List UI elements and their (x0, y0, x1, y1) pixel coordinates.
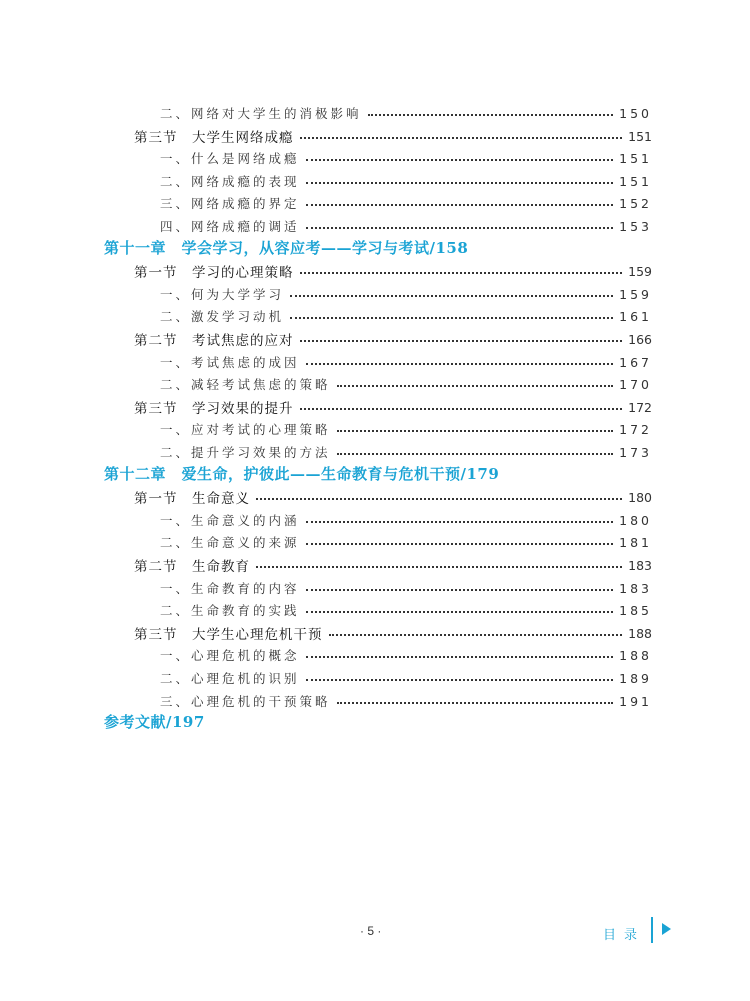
toc-page-number: 189 (619, 670, 652, 686)
toc-entry-title: 一、什么是网络成瘾 (160, 151, 300, 166)
toc-page-number: 159 (619, 286, 652, 302)
dot-leader (300, 340, 623, 342)
toc-subsection-row[interactable] (160, 352, 652, 372)
dot-leader (337, 702, 614, 704)
toc-subsection-row[interactable] (160, 600, 652, 620)
toc-chapter-heading[interactable]: 第十二章 爱生命，护彼此——生命教育与危机干预/179 (104, 465, 500, 483)
toc-page-number: 172 (628, 399, 652, 415)
section-label: 目录 (603, 928, 646, 943)
toc-subsection-row[interactable] (160, 171, 652, 191)
toc-page-number: 151 (628, 128, 652, 144)
toc-page-number: 161 (619, 308, 652, 324)
dot-leader (300, 137, 623, 139)
toc-page-number: 191 (619, 693, 652, 709)
dot-leader (306, 589, 614, 591)
toc-page-number: 183 (619, 580, 652, 596)
toc-entry-title: 二、提升学习效果的方法 (160, 445, 331, 460)
toc-page-number: 167 (619, 354, 652, 370)
toc-entry-title: 二、激发学习动机 (160, 309, 285, 324)
dot-leader (337, 385, 614, 387)
toc-entry-title: 二、心理危机的识别 (160, 671, 300, 686)
toc-page-number: 153 (619, 218, 652, 234)
toc-page-number: 152 (619, 195, 652, 211)
toc-subsection-row[interactable] (160, 510, 652, 530)
toc-subsection-row[interactable] (160, 578, 652, 598)
toc-subsection-row[interactable] (160, 442, 652, 462)
toc-entry-title: 第三节 大学生心理危机干预 (134, 627, 323, 643)
toc-section-row[interactable] (134, 555, 652, 575)
toc-subsection-row[interactable] (160, 148, 652, 168)
toc-entry-title: 三、网络成瘾的界定 (160, 196, 300, 211)
toc-subsection-row[interactable] (160, 374, 652, 394)
toc-subsection-row[interactable] (160, 193, 652, 213)
toc-entry-title: 四、网络成瘾的调适 (160, 219, 300, 234)
toc-subsection-row[interactable] (160, 691, 652, 711)
dot-leader (306, 204, 614, 206)
toc-page-number: 170 (619, 376, 652, 392)
toc-entry-title: 一、何为大学学习 (160, 287, 285, 302)
toc-entry-title: 二、生命教育的实践 (160, 603, 300, 618)
toc-chapter-heading[interactable]: 第十一章 学会学习，从容应考——学习与考试/158 (104, 239, 469, 257)
toc-page-number: 173 (619, 444, 652, 460)
toc-section-row[interactable] (134, 487, 652, 507)
toc-page-number: 159 (628, 263, 652, 279)
dot-leader (306, 227, 614, 229)
dot-leader (256, 498, 622, 500)
toc-page-number: 151 (619, 173, 652, 189)
toc-entry-title: 一、考试焦虑的成因 (160, 355, 300, 370)
toc-entry-title: 一、应对考试的心理策略 (160, 422, 331, 437)
toc-subsection-row[interactable] (160, 284, 652, 304)
toc-entry-title: 一、心理危机的概念 (160, 648, 300, 663)
toc-section-row[interactable] (134, 126, 652, 146)
toc-page-number: 185 (619, 602, 652, 618)
toc-section-row[interactable] (134, 397, 652, 417)
toc-entry-title: 二、网络成瘾的表现 (160, 174, 300, 189)
toc-section-row[interactable] (134, 261, 652, 281)
toc-subsection-row[interactable] (160, 645, 652, 665)
dot-leader (329, 634, 623, 636)
toc-subsection-row[interactable] (160, 103, 652, 123)
toc-subsection-row[interactable] (160, 216, 652, 236)
toc-entry-title: 第二节 考试焦虑的应对 (134, 333, 294, 349)
toc-entry-title: 第一节 学习的心理策略 (134, 265, 294, 281)
dot-leader (306, 182, 614, 184)
toc-entry-title: 二、生命意义的来源 (160, 535, 300, 550)
toc-subsection-row[interactable] (160, 668, 652, 688)
toc-subsection-row[interactable] (160, 306, 652, 326)
dot-leader (306, 656, 614, 658)
toc-page-number: 151 (619, 150, 652, 166)
toc-entry-title: 二、减轻考试焦虑的策略 (160, 377, 331, 392)
dot-leader (306, 543, 614, 545)
toc-page-number: 180 (628, 489, 652, 505)
dot-leader (306, 521, 614, 523)
toc-page-number: 181 (619, 534, 652, 550)
toc-page-number: 180 (619, 512, 652, 528)
toc-entry-title: 一、生命教育的内容 (160, 581, 300, 596)
toc-entry-title: 第二节 生命教育 (134, 559, 250, 575)
toc-section-row[interactable] (134, 623, 652, 643)
toc-page-number: 150 (619, 105, 652, 121)
dot-leader (306, 363, 614, 365)
toc-subsection-row[interactable] (160, 419, 652, 439)
dot-leader (290, 295, 613, 297)
toc-page-number: 183 (628, 557, 652, 573)
dot-leader (290, 317, 613, 319)
footer-divider (651, 917, 653, 943)
dot-leader (300, 408, 623, 410)
dot-leader (256, 566, 622, 568)
dot-leader (306, 679, 614, 681)
toc-page-number: 188 (628, 625, 652, 641)
toc-entry-title: 第一节 生命意义 (134, 491, 250, 507)
toc-section-row[interactable] (134, 329, 652, 349)
toc-entry-title: 第三节 学习效果的提升 (134, 401, 294, 417)
toc-page-number: 188 (619, 647, 652, 663)
toc-page-number: 166 (628, 331, 652, 347)
triangle-arrow-icon (662, 923, 671, 935)
toc-entry-title: 一、生命意义的内涵 (160, 513, 300, 528)
toc-entry-title: 二、网络对大学生的消极影响 (160, 106, 362, 121)
toc-entry-title: 三、心理危机的干预策略 (160, 694, 331, 709)
dot-leader (368, 114, 614, 116)
toc-chapter-heading[interactable]: 参考文献/197 (104, 713, 205, 731)
dot-leader (306, 159, 614, 161)
dot-leader (337, 453, 614, 455)
toc-subsection-row[interactable] (160, 532, 652, 552)
dot-leader (300, 272, 623, 274)
toc-entry-title: 第三节 大学生网络成瘾 (134, 130, 294, 146)
toc-page-number: 172 (619, 421, 652, 437)
page-number: · 5 · (360, 924, 382, 938)
dot-leader (306, 611, 614, 613)
dot-leader (337, 430, 614, 432)
